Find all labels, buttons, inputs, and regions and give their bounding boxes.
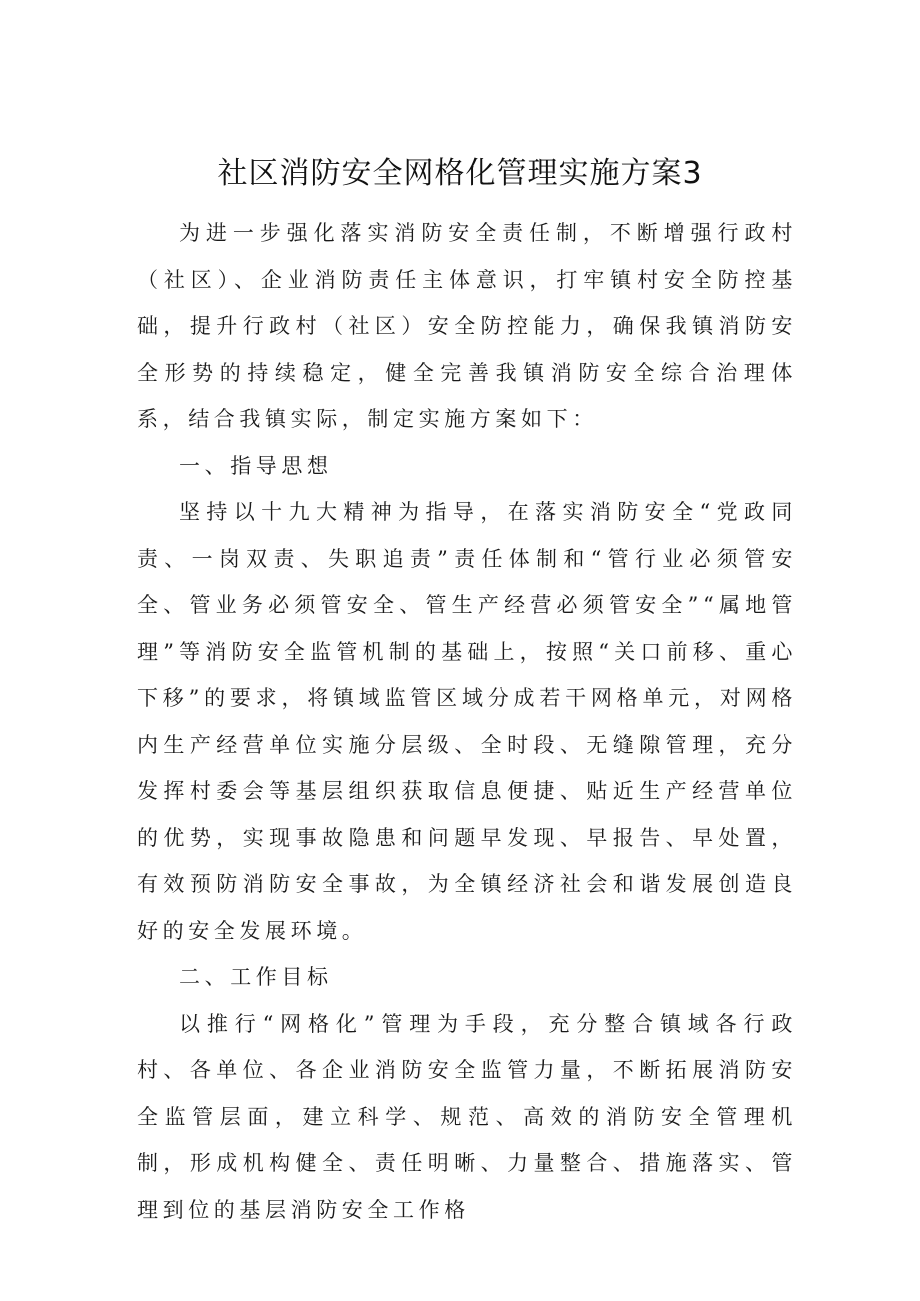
work-goals-paragraph: 以推行“网格化”管理为手段，充分整合镇域各行政村、各单位、各企业消防安全监管力量，不断拓展消防安全监管层面，建立科学、规范、高效的消防安全管理机制，形成机构健全、责任明晰、力量整合、措施落实、管理到位的基层消防安全工作格: [137, 1011, 797, 1222]
intro-paragraph: 为进一步强化落实消防安全责任制，不断增强行政村（社区）、企业消防责任主体意识，打牢镇村安全防控基础，提升行政村（社区）安全防控能力，确保我镇消防安全形势的持续稳定，健全完善我镇消防安全综合治理体系，结合我镇实际，制定实施方案如下：: [137, 221, 797, 431]
document-title: 社区消防安全网格化管理实施方案3: [217, 156, 703, 191]
section-heading-work-goals: 二、工作目标: [179, 965, 333, 989]
guiding-ideology-paragraph: 坚持以十九大精神为指导，在落实消防安全“党政同责、一岗双责、失职追责”责任体制和“管行业必须管安全、管业务必须管安全、管生产经营必须管安全”“属地管理”等消防安全监管机制的基础上，按照“关口前移、重心下移”的要求，将镇域监管区域分成若干网格单元，对网格内生产经营单位实施分层级、全时段、无缝隙管理，充分发挥村委会等基层组织获取信息便捷、贴近生产经营单位的优势，实现事故隐患和问题早发现、早报告、早处置，有效预防消防安全事故，为全镇经济社会和谐发展创造良好的安全发展环境。: [137, 500, 797, 943]
section-heading-guiding-ideology: 一、指导思想: [179, 453, 333, 478]
document-body: [137, 210, 797, 1233]
